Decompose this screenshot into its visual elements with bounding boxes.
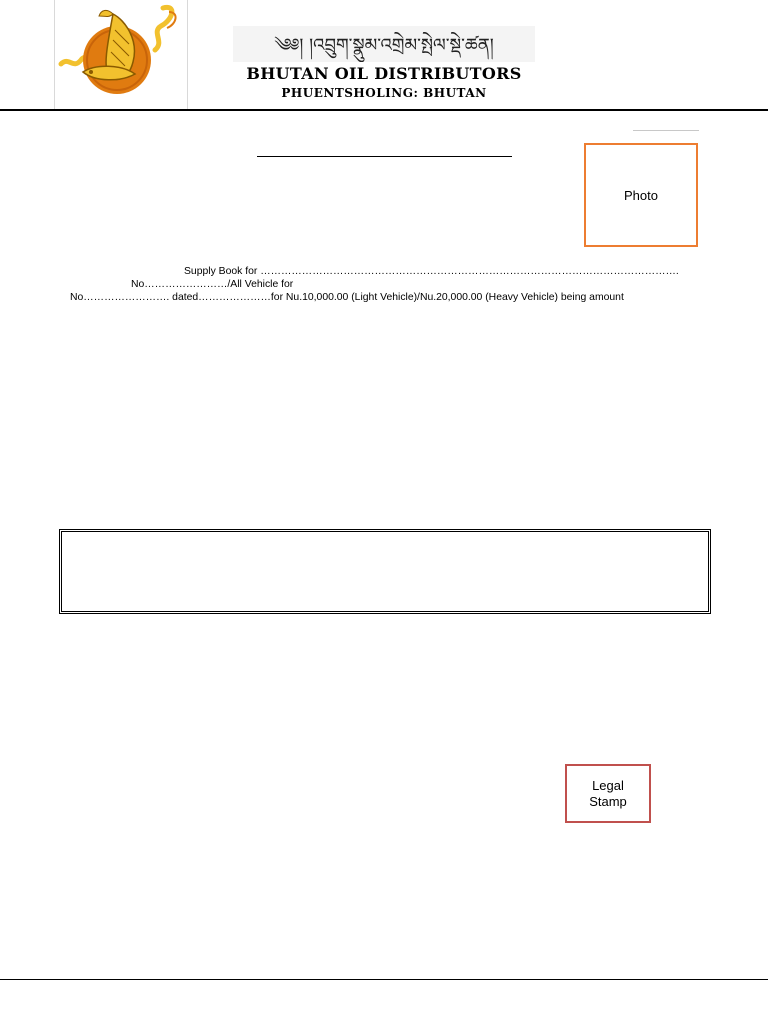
legal-stamp-placeholder [565, 764, 651, 823]
dzongkha-title [233, 26, 535, 62]
vehicle-number-line: No……………………/All Vehicle for [131, 279, 294, 290]
logo-frame [54, 0, 188, 110]
header-divider [0, 109, 768, 111]
dzongkha-script-image [233, 26, 535, 62]
photo-label: Photo [624, 187, 658, 203]
footer-divider [0, 979, 768, 980]
double-bordered-box [59, 529, 711, 614]
legal-stamp-label [589, 778, 627, 810]
photo-placeholder [584, 143, 698, 247]
stamp-label-line-1: Legal [592, 777, 624, 793]
organization-location: PHUENTSHOLING: BHUTAN [281, 86, 487, 100]
bod-logo [55, 0, 187, 110]
reference-line [633, 130, 699, 131]
amount-line: No……………………. dated…………………for Nu.10,000.00 (Light Vehicle)/Nu.20,000.00 (Heavy Vehicle) being amount [70, 292, 624, 303]
title-underline [257, 156, 512, 157]
supply-book-line: Supply Book for …………………………………………………………………………………………………………. [184, 266, 679, 277]
organization-name: BHUTAN OIL DISTRIBUTORS [246, 64, 522, 83]
svg-text:༄༅། །འབྲུག་སྣུམ་འགྲེམ་སྤེལ་སྡེ: ༄༅། །འབྲུག་སྣུམ་འགྲེམ་སྤེལ་སྡེ་ཚན། [274, 35, 494, 56]
stamp-label-line-2: Stamp [589, 793, 627, 809]
